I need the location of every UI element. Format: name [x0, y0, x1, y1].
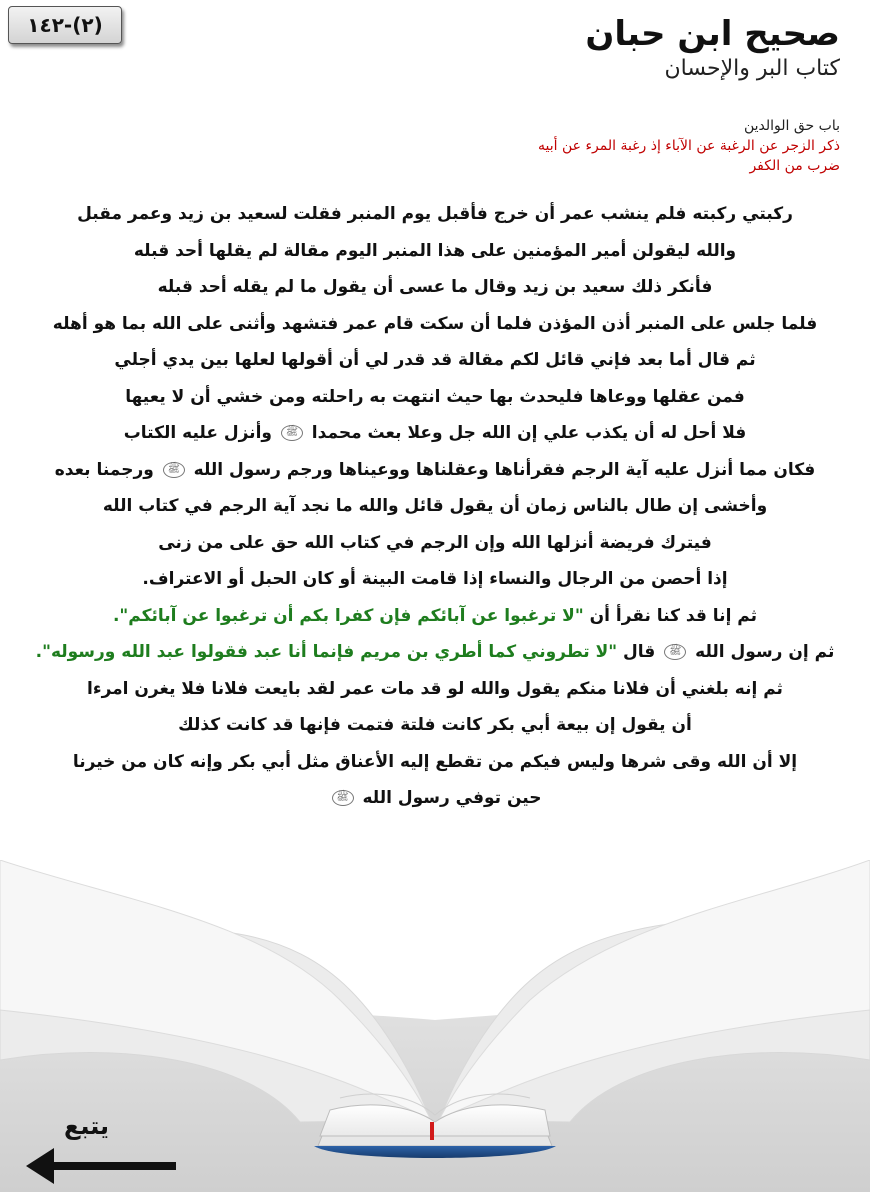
- chapter-info: [538, 116, 840, 176]
- text-segment: حين توفي رسول الله: [356, 788, 542, 808]
- pbuh-icon: ﷺ: [664, 644, 686, 660]
- page-number: (٢)-١٤٢: [27, 13, 103, 37]
- text-segment: ثم قال أما بعد فإني قائل لكم مقالة قد قدر لي أن أقولها لعلها بين يدي أجلي: [114, 350, 756, 370]
- text-line: [30, 415, 840, 452]
- text-line: [30, 306, 840, 343]
- text-line: [30, 744, 840, 781]
- text-line: [30, 379, 840, 416]
- pbuh-icon: ﷺ: [163, 462, 185, 478]
- text-segment: ثم إنه بلغني أن فلانا منكم يقول والله لو قد مات عمر لقد بايعت فلانا فلا يغرن امرءا: [87, 678, 783, 699]
- text-line: [30, 598, 840, 635]
- text-line: [30, 780, 840, 817]
- text-line: [30, 488, 840, 525]
- text-segment: قال: [617, 642, 662, 662]
- pbuh-icon: ﷺ: [281, 425, 303, 441]
- open-book-illustration: [0, 860, 870, 1192]
- continue-label: يتبع: [64, 1112, 109, 1140]
- text-segment: إذا أحصن من الرجال والنساء إذا قامت البينة أو كان الحبل أو الاعتراف.: [142, 569, 728, 589]
- hadith-text: [30, 196, 840, 817]
- text-segment: ورجمنا بعده: [54, 459, 160, 480]
- text-line: [30, 269, 840, 306]
- text-segment: إلا أن الله وقى شرها وليس فيكم من تقطع إليه الأعناق مثل أبي بكر وإنه كان من خيرنا: [72, 751, 798, 772]
- text-segment: ثم إن رسول الله: [689, 642, 835, 662]
- text-segment: فكان مما أنزل عليه آية الرجم فقرأناها وعقلناها ووعيناها ورجم رسول الله: [187, 459, 816, 480]
- text-line: [30, 634, 840, 671]
- chapter-title: باب حق الوالدين: [743, 118, 840, 134]
- quoted-hadith: "لا تطروني كما أطري بن مريم فإنما أنا عبد فقولوا عبد الله ورسوله".: [35, 642, 618, 662]
- text-segment: وأخشى إن طال بالناس زمان أن يقول قائل والله ما نجد آية الرجم في كتاب الله: [102, 496, 768, 516]
- pbuh-icon: ﷺ: [332, 790, 354, 806]
- text-segment: فلما جلس على المنبر أذن المؤذن فلما أن سكت قام عمر فتشهد وأثنى على الله بما هو أهله: [52, 313, 818, 334]
- text-segment: فيترك فريضة أنزلها الله وإن الرجم في كتاب الله حق على من زنى: [158, 532, 712, 553]
- text-line: [30, 452, 840, 489]
- text-line: [30, 196, 840, 233]
- text-line: [30, 707, 840, 744]
- quoted-hadith: "لا ترغبوا عن آبائكم فإن كفرا بكم أن ترغبوا عن آبائكم".: [112, 605, 584, 626]
- book-title: صحيح ابن حبان: [585, 14, 840, 54]
- topic-heading: ذكر الزجر عن الرغبة عن الآباء إذ رغبة المرء عن أبيه: [538, 138, 840, 154]
- text-segment: ثم إنا قد كنا نقرأ أن: [583, 605, 758, 626]
- text-line: [30, 233, 840, 270]
- text-line: [30, 561, 840, 598]
- text-line: [30, 342, 840, 379]
- text-segment: فلا أحل له أن يكذب علي إن الله جل وعلا بعث محمدا: [305, 423, 747, 443]
- text-line: [30, 525, 840, 562]
- text-segment: فمن عقلها ووعاها فليحدث بها حيث انتهت به راحلته ومن خشي أن لا يعيها: [125, 386, 745, 407]
- page-number-badge: [8, 6, 122, 44]
- text-line: [30, 671, 840, 708]
- text-segment: والله ليقولن أمير المؤمنين على هذا المنبر اليوم مقالة لم يقلها أحد قبله: [133, 240, 737, 261]
- text-segment: وأنزل عليه الكتاب: [123, 423, 278, 443]
- left-arrow-icon[interactable]: [24, 1146, 178, 1186]
- topic-subheading: ضرب من الكفر: [749, 158, 840, 174]
- page-header: [585, 14, 840, 84]
- text-segment: فأنكر ذلك سعيد بن زيد وقال ما عسى أن يقول ما لم يقله أحد قبله: [157, 277, 713, 297]
- section-title: كتاب البر والإحسان: [664, 56, 840, 81]
- text-segment: أن يقول إن بيعة أبي بكر كانت فلتة فتمت فإنها قد كانت كذلك: [178, 715, 692, 735]
- text-segment: ركبتي ركبته فلم ينشب عمر أن خرج فأقبل يوم المنبر فقلت لسعيد بن زيد وعمر مقبل: [77, 204, 793, 224]
